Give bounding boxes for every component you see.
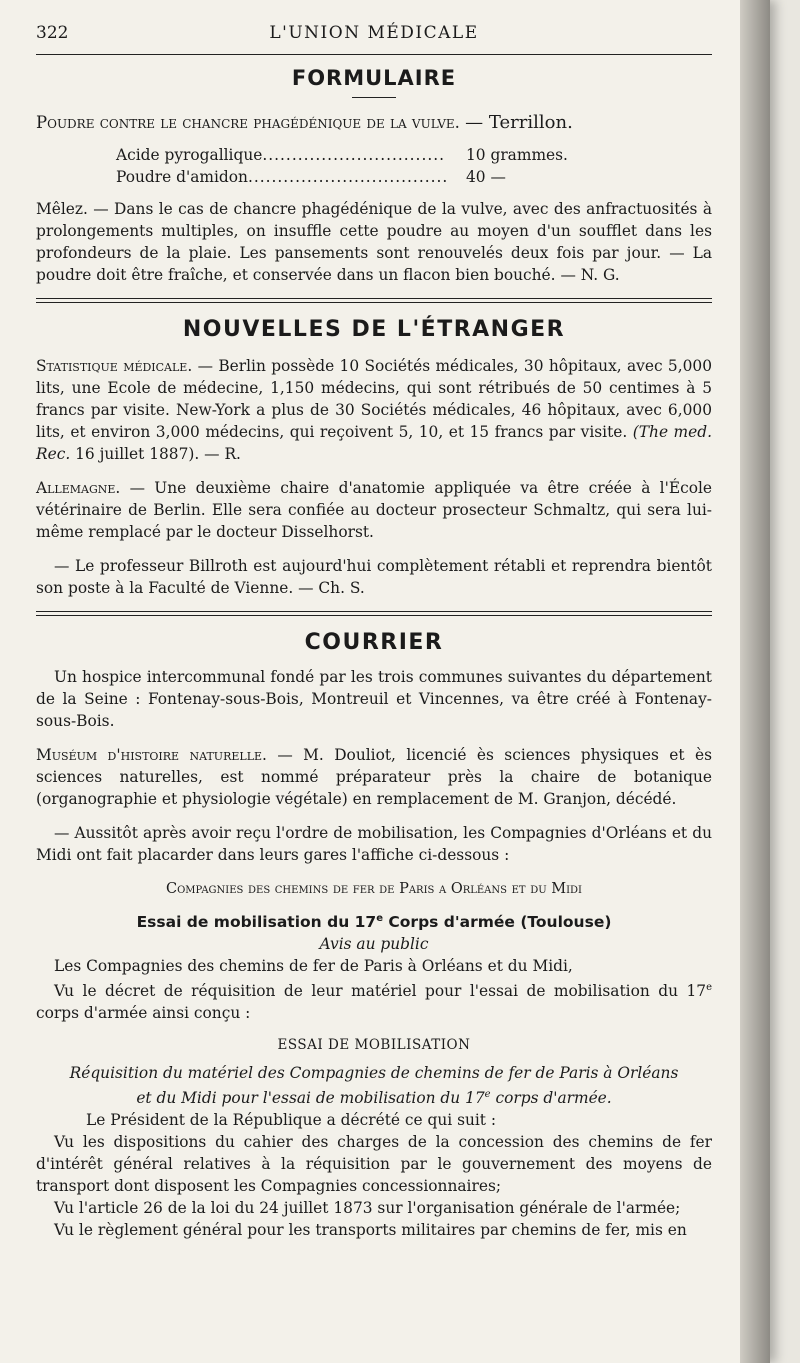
billroth-paragraph: — Le professeur Billroth est aujourd'hui complètement rétabli et reprendra bientôt son poste à la Faculté de Vienne. — Ch. S. bbox=[36, 557, 712, 597]
article-line: Vu l'article 26 de la loi du 24 juillet 1873 sur l'organisation générale de l'armée; bbox=[54, 1199, 681, 1218]
requisition-title: Réquisition du matériel des Compagnies de chemins de fer de Paris à Orléans et du Midi pour l'essai de mobilisation du 17e corps d'armée. bbox=[69, 1064, 679, 1108]
page-edge bbox=[740, 0, 770, 1363]
header-rule bbox=[36, 54, 712, 55]
recipe-author: — Terrillon. bbox=[465, 112, 573, 133]
page-content bbox=[36, 16, 712, 1241]
company-line: Compagnies des chemins de fer de Paris a Orléans et du Midi bbox=[165, 881, 583, 897]
hospice-paragraph: Un hospice intercommunal fondé par les trois communes suivantes du département de la Seine : Fontenay-sous-Bois, Montreuil et Vincennes, va être créé à Fontenay-sous-Bois. bbox=[36, 668, 712, 730]
running-head bbox=[36, 16, 712, 50]
recipe-title-line bbox=[36, 112, 712, 134]
essai-title: Essai de mobilisation du 17e Corps d'armée (Toulouse) bbox=[136, 913, 612, 932]
journal-title: L'UNION MÉDICALE bbox=[269, 23, 479, 43]
formulaire-heading: FORMULAIRE bbox=[291, 66, 457, 90]
courrier-heading: COURRIER bbox=[304, 630, 444, 655]
avis-au-public: Avis au public bbox=[319, 935, 429, 954]
etranger-heading: NOUVELLES DE L'ÉTRANGER bbox=[182, 317, 566, 342]
essai-caps: ESSAI DE MOBILISATION bbox=[277, 1037, 471, 1054]
companies-line: Les Compagnies des chemins de fer de Paris à Orléans et du Midi, bbox=[54, 957, 573, 976]
heading-rule bbox=[352, 97, 396, 98]
museum-paragraph: Muséum d'histoire naturelle. — M. Douliot, licencié ès sciences physiques et ès sciences naturelles, est nommé préparateur près la chaire de botanique (organographie et physiologie végétale) en remplacement de M. Granjon, décédé. bbox=[36, 746, 712, 808]
allemagne-paragraph: Allemagne. — Une deuxième chaire d'anatomie appliquée va être créée à l'École vétérinaire de Berlin. Elle sera confiée au docteur prosecteur Schmaltz, qui sera lui-même remplacé par le docteur Disselhorst. bbox=[36, 479, 712, 541]
section-divider bbox=[36, 611, 712, 616]
president-line: Le Président de la République a décrété ce qui suit : bbox=[86, 1111, 497, 1130]
recipe-item: Acide pyrogallique ..... 10 grammes. bbox=[116, 144, 576, 166]
reglement-line: Vu le règlement général pour les transports militaires par chemins de fer, mis en bbox=[54, 1221, 687, 1240]
statistique-paragraph: Statistique médicale. — Berlin possède 10 Sociétés médicales, 30 hôpitaux, avec 5,000 lits, une Ecole de médecine, 1,150 médecins, qui sont rétribués de 50 centimes à 5 francs par visite. New-York a plus de 30 Sociétés médicales, 46 hôpitaux, avec 6,000 lits, et environ 3,000 médecins, qui reçoivent 5, 10, et 15 francs par visite. (The med. Rec. 16 juillet 1887). — R. bbox=[36, 357, 712, 463]
recipe-title: Poudre contre le chancre phagédénique de la vulve. bbox=[36, 113, 460, 132]
mobilisation-paragraph: — Aussitôt après avoir reçu l'ordre de mobilisation, les Compagnies d'Orléans et du Midi ont fait placarder dans leurs gares l'affiche ci-dessous : bbox=[36, 824, 712, 864]
section-divider bbox=[36, 298, 712, 303]
recipe-body: Mêlez. — Dans le cas de chancre phagédénique de la vulve, avec des anfractuosités à prolongements multiples, on insuffle cette poudre au moyen d'un soufflet dans les profondeurs de la plaie. Les pansements sont renouvelés deux fois par jour. — La poudre doit être fraîche, et conservée dans un flacon bien bouché. — N. G. bbox=[36, 200, 712, 284]
cahier-paragraph: Vu les dispositions du cahier des charges de la concession des chemins de fer d'intérêt général relatives à la réquisition par le gouvernement des moyens de transport dont disposent les Compagnies concessionnaires; bbox=[36, 1133, 712, 1196]
page-number: 322 bbox=[36, 23, 69, 43]
decret-line: Vu le décret de réquisition de leur matériel pour l'essai de mobilisation du 17e corps d'armée ainsi conçu : bbox=[36, 982, 712, 1023]
recipe-item: Poudre d'amidon ..... 40 — bbox=[116, 166, 576, 188]
recipe-list bbox=[116, 144, 576, 188]
